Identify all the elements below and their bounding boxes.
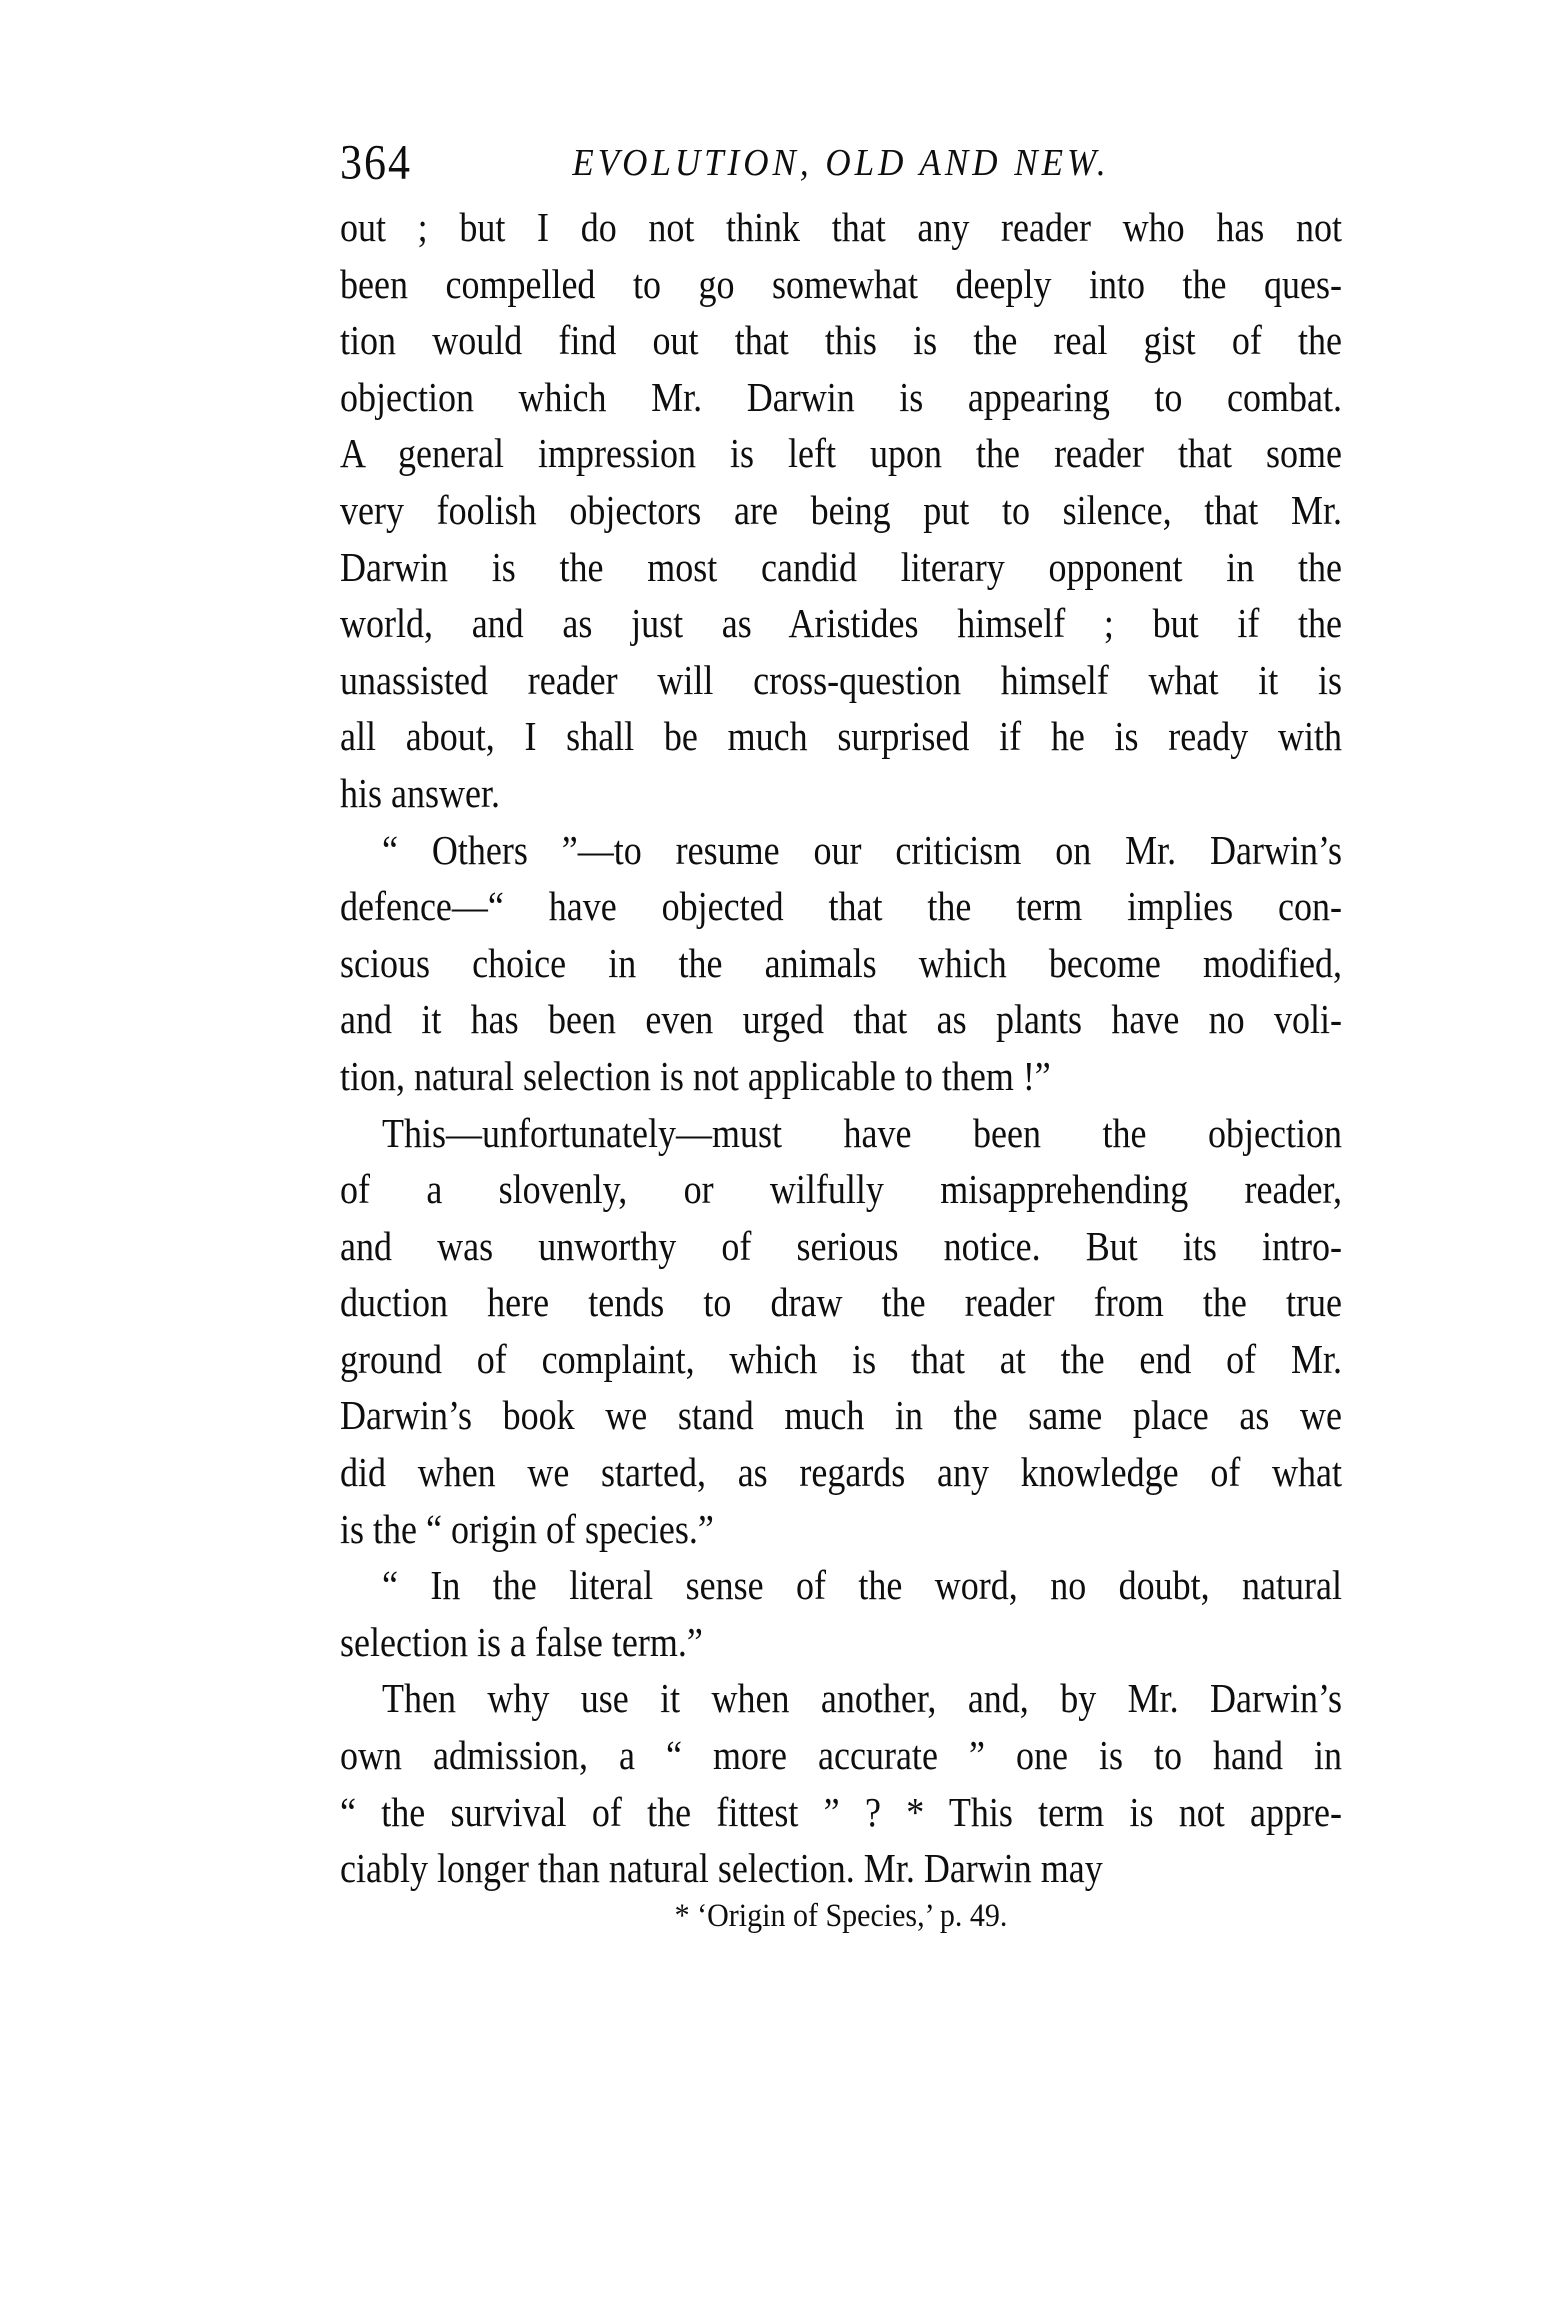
text-line: ground of complaint, which is that at the end of Mr. [340,1335,1342,1383]
text-line: his answer. [340,769,500,817]
text-line: world, and as just as Aristides himself ; but if the [340,599,1342,647]
text-line: “ In the literal sense of the word, no doubt, natural [382,1562,1342,1609]
running-head-title: EVOLUTION, OLD AND NEW. [572,141,1110,184]
text-line: tion, natural selection is not applicable to them !” [340,1052,1051,1100]
text-line: of a slovenly, or wilfully misapprehending reader, [340,1165,1342,1213]
text-line: is the “ origin of species.” [340,1505,714,1552]
text-line: defence—“ have objected that the term implies con- [340,882,1342,930]
text-line: Then why use it when another, and, by Mr. Darwin’s [382,1675,1342,1722]
text-line: scious choice in the animals which become modified, [340,939,1342,986]
text-line: all about, I shall be much surprised if he is ready with [340,713,1342,760]
page-number: 364 [340,135,412,190]
text-line: very foolish objectors are being put to silence, that Mr. [340,486,1342,534]
text-line: been compelled to go somewhat deeply into the ques- [340,260,1342,307]
text-line: ciably longer than natural selection. Mr. Darwin may [340,1844,1103,1892]
text-line: out ; but I do not think that any reader who has not [340,203,1342,251]
text-line: objection which Mr. Darwin is appearing to combat. [340,373,1342,420]
text-line: tion would find out that this is the real gist of the [340,316,1342,364]
page-header [340,135,1342,190]
text-line: and it has been even urged that as plants have no voli- [340,996,1342,1043]
text-line: duction here tends to draw the reader from the true [340,1279,1342,1326]
text-line: own admission, a “ more accurate ” one is to hand in [340,1731,1342,1779]
text-line: and was unworthy of serious notice. But its intro- [340,1222,1342,1269]
text-line: did when we started, as regards any knowledge of what [340,1448,1342,1496]
text-line: Darwin is the most candid literary opponent in the [340,543,1342,590]
text-line: This—unfortunately—must have been the objection [382,1109,1342,1156]
text-line: Darwin’s book we stand much in the same place as we [340,1392,1342,1439]
text-line: “ the survival of the fittest ” ? * This term is not appre- [340,1788,1342,1835]
text-line: “ Others ”—to resume our criticism on Mr. Darwin’s [382,826,1342,873]
text-line: A general impression is left upon the reader that some [340,430,1342,477]
body-text [340,199,1342,1897]
text-line: unassisted reader will cross-question himself what it is [340,656,1342,703]
footnote: * ‘Origin of Species,’ p. 49. [674,1897,1008,1934]
text-line: selection is a false term.” [340,1618,703,1665]
